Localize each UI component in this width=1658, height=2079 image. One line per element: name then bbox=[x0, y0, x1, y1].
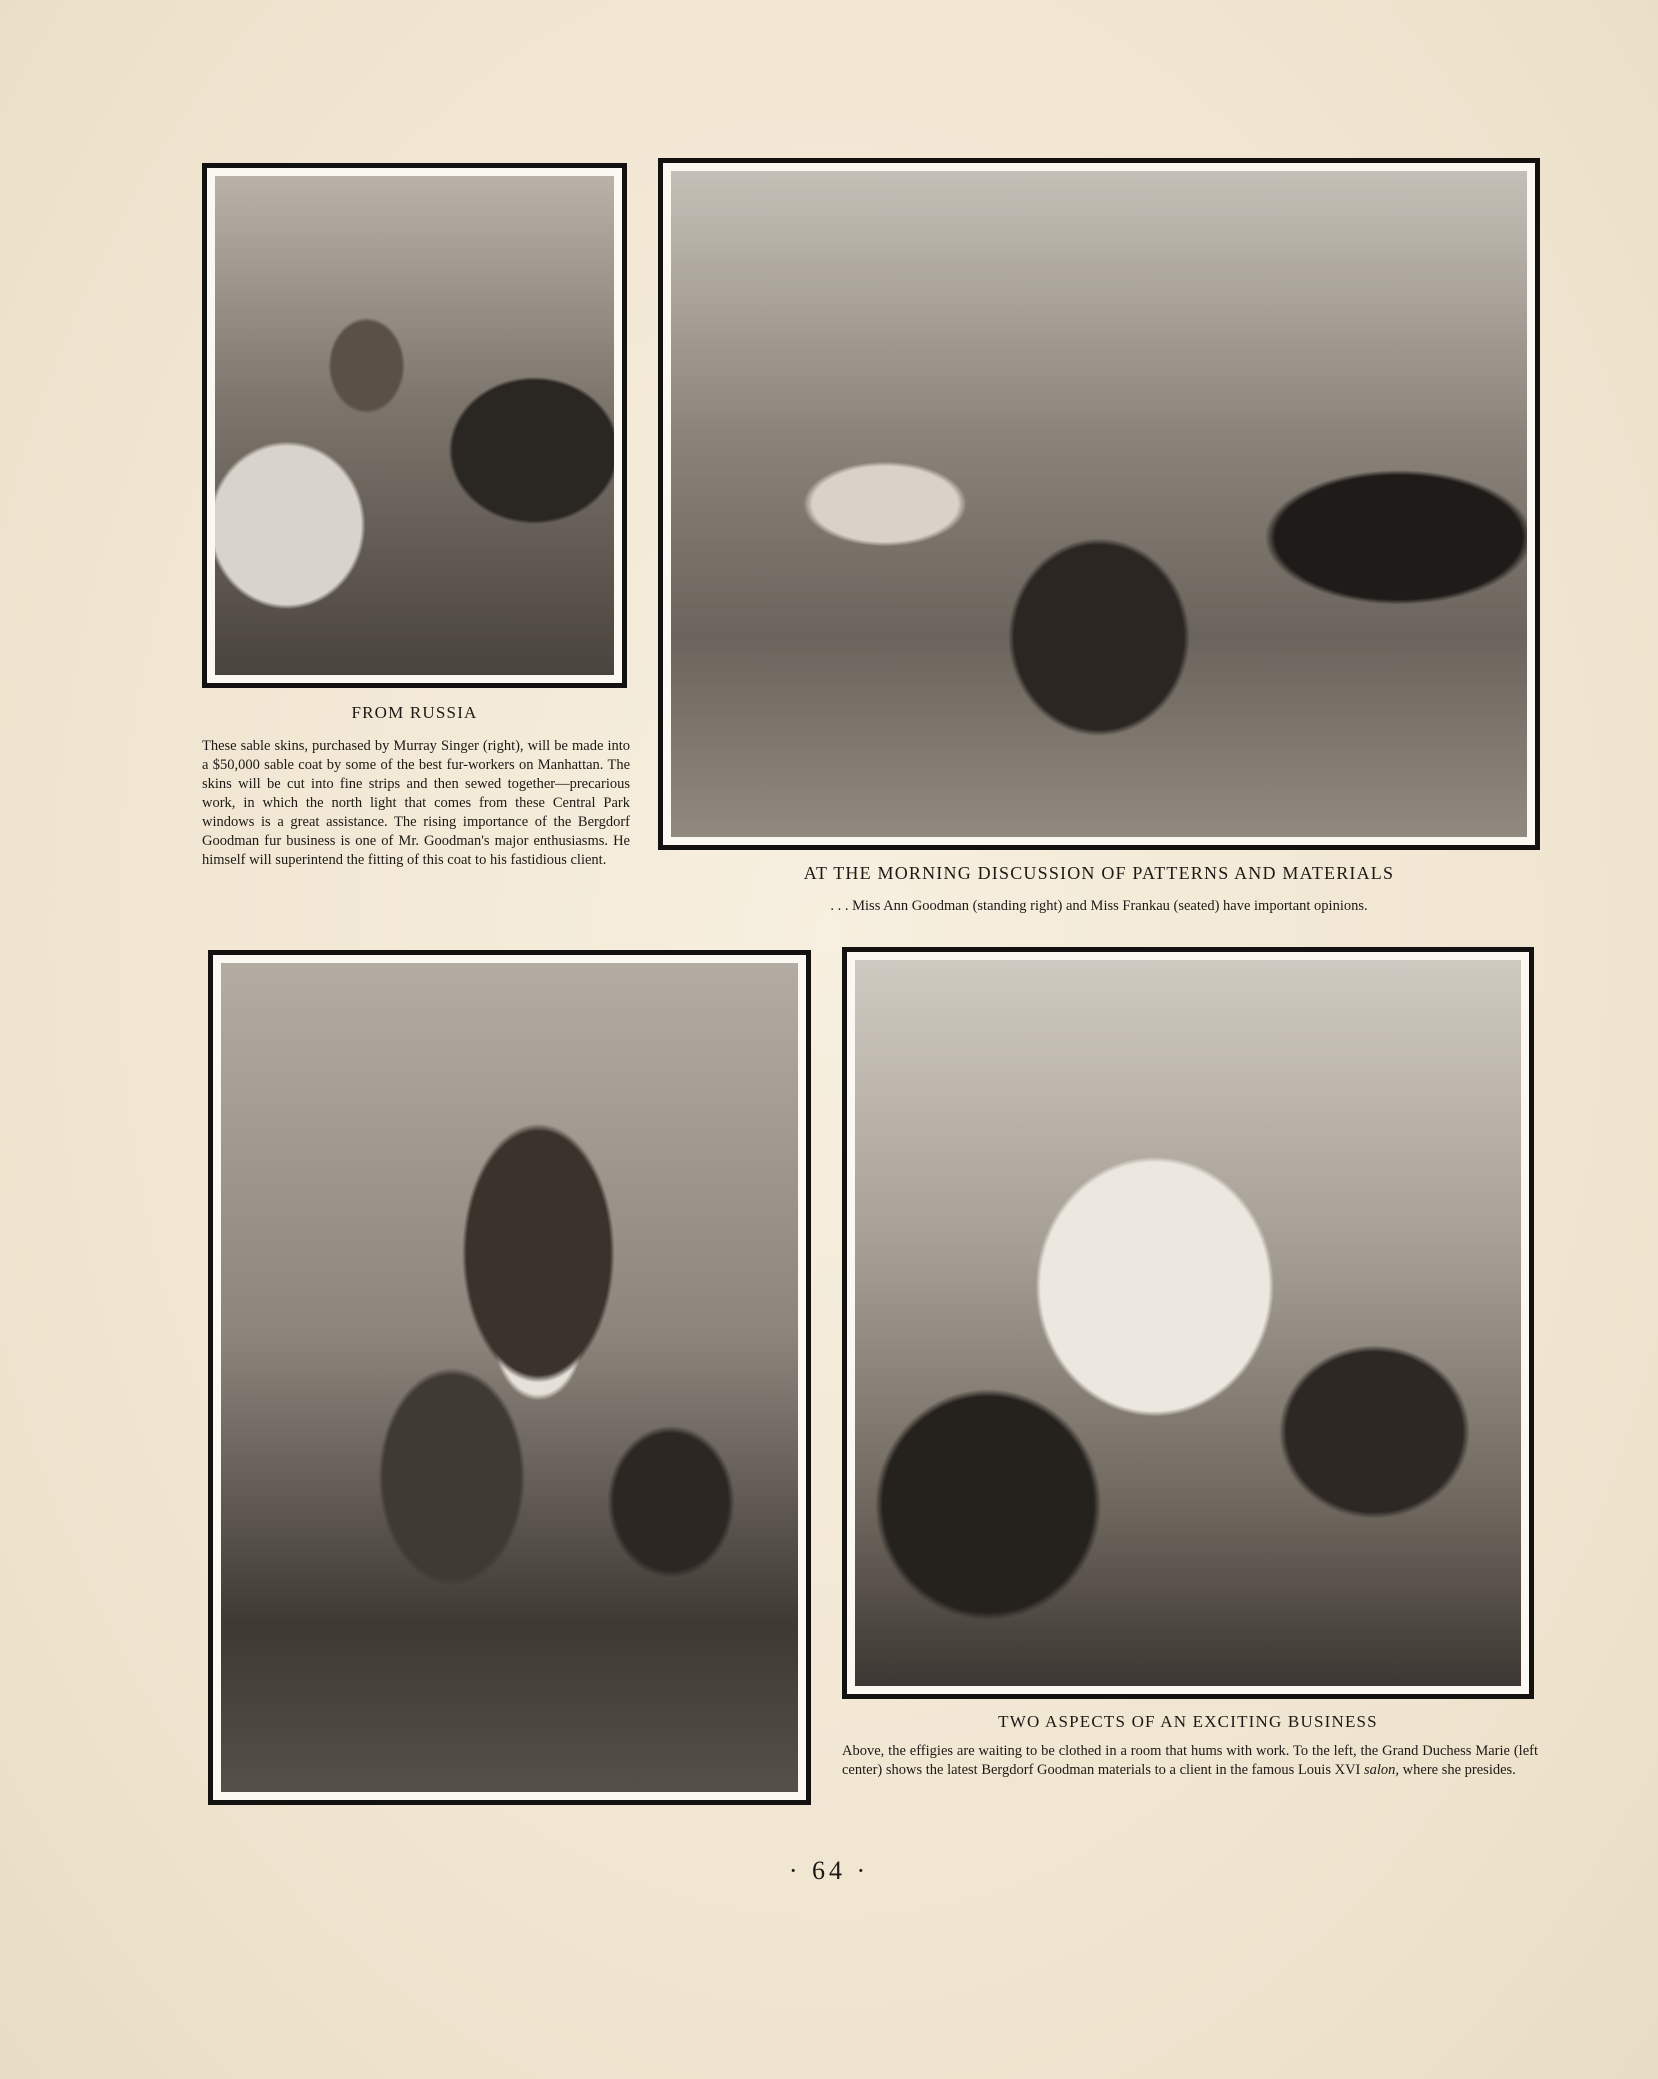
morning-caption-body: . . . Miss Ann Goodman (standing right) and Miss Frankau (seated) have important opinions. bbox=[830, 898, 1368, 914]
russia-caption-title: FROM RUSSIA bbox=[351, 703, 478, 722]
business-caption-body bbox=[842, 1742, 1538, 1780]
louis-xvi-salon-photo-frame bbox=[208, 950, 811, 1805]
workroom-effigies-photo bbox=[855, 960, 1521, 1686]
russia-caption-body: These sable skins, purchased by Murray Singer (right), will be made into a $50,000 sable coat by some of the best fur-workers on Manhattan. The skins will be cut into fine strips and then sewed together—precarious work, in which the north light that comes from these Central Park windows is a great assistance. The rising importance of the Bergdorf Goodman fur business is one of Mr. Goodman's major enthusiasms. He himself will superintend the fitting of this coat to his fastidious client. bbox=[202, 738, 630, 868]
business-caption-body-italic: salon, bbox=[1364, 1762, 1400, 1778]
morning-caption-title: AT THE MORNING DISCUSSION OF PATTERNS AND MATERIALS bbox=[803, 863, 1395, 883]
morning-discussion-photo bbox=[671, 171, 1527, 837]
business-caption-body-end: where she presides. bbox=[1399, 1762, 1516, 1778]
business-caption-body-main: Above, the effigies are waiting to be clothed in a room that hums with work. To the left, the Grand Duchess Marie (left center) shows the latest Bergdorf Goodman materials to a client in the famous Louis XVI bbox=[842, 1743, 1538, 1778]
fur-workers-photo-frame bbox=[202, 163, 627, 688]
louis-xvi-salon-photo bbox=[221, 963, 798, 1792]
morning-discussion-photo-frame bbox=[658, 158, 1540, 850]
workroom-effigies-photo-frame bbox=[842, 947, 1534, 1699]
page-number: · 64 · bbox=[788, 1856, 870, 1885]
business-caption-title: TWO ASPECTS OF AN EXCITING BUSINESS bbox=[998, 1712, 1378, 1731]
fur-workers-photo bbox=[215, 176, 614, 675]
